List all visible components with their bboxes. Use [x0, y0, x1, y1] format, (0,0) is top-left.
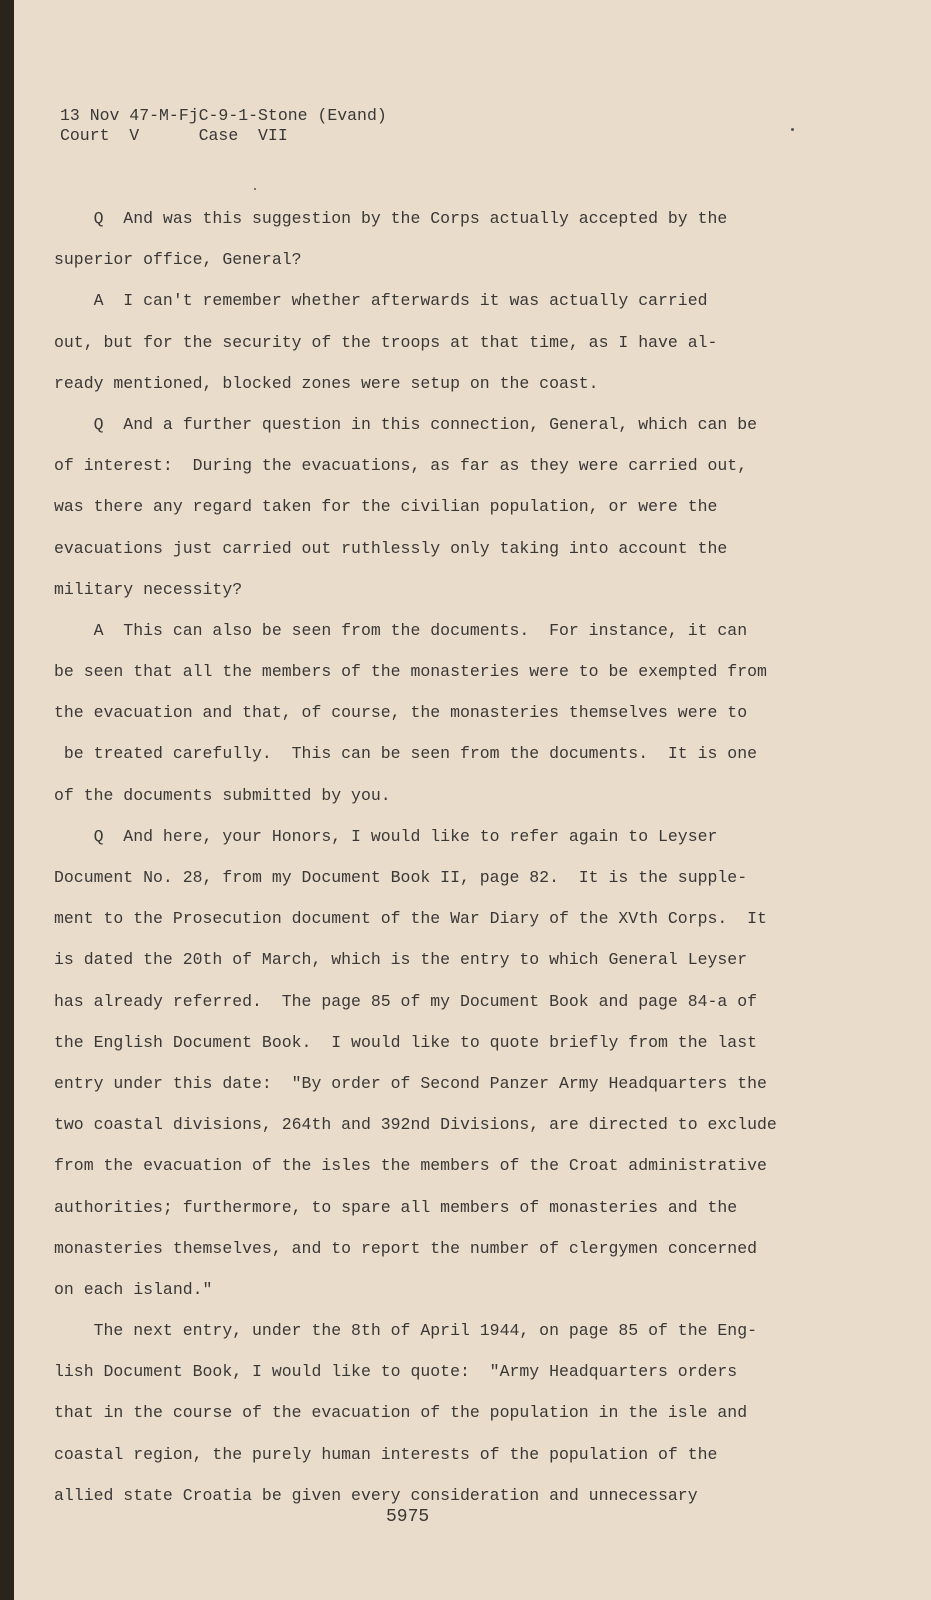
text-line: out, but for the security of the troops at that time, as I have al- — [54, 332, 718, 352]
header-line-2: Court V Case VII — [60, 126, 288, 145]
text-line: the evacuation and that, of course, the monasteries themselves were to — [54, 703, 748, 723]
text-line: from the evacuation of the isles the members of the Croat administrative — [54, 1156, 767, 1176]
text-line: Q And was this suggestion by the Corps actually accepted by the — [54, 209, 728, 228]
text-line: of interest: During the evacuations, as far as they were carried out, — [54, 456, 748, 476]
text-line: evacuations just carried out ruthlessly only taking into account the — [54, 538, 728, 558]
text-line: Q And a further question in this connection, General, which can be — [54, 414, 758, 434]
document-header — [60, 106, 387, 146]
text-line: monasteries themselves, and to report the number of clergymen concerned — [54, 1238, 758, 1258]
text-line: Q And here, your Honors, I would like to refer again to Leyser — [54, 826, 718, 846]
text-line: authorities; furthermore, to spare all members of monasteries and the — [54, 1197, 738, 1217]
text-line: ment to the Prosecution document of the War Diary of the XVth Corps. It — [54, 909, 767, 929]
text-line: lish Document Book, I would like to quote: "Army Headquarters orders — [54, 1362, 738, 1382]
text-line: the English Document Book. I would like to quote briefly from the last — [54, 1032, 758, 1052]
text-line: be treated carefully. This can be seen from the documents. It is one — [54, 744, 758, 764]
text-line: military necessity? — [54, 579, 243, 599]
transcript-body — [54, 198, 814, 1516]
text-line: superior office, General? — [54, 250, 302, 270]
text-line: be seen that all the members of the monasteries were to be exempted from — [54, 662, 767, 682]
text-line: coastal region, the purely human interests of the population of the — [54, 1444, 718, 1464]
ink-speck — [791, 128, 794, 131]
text-line: on each island." — [54, 1279, 213, 1299]
text-line: allied state Croatia be given every consideration and unnecessary — [54, 1485, 698, 1505]
page-number: 5975 — [386, 1507, 430, 1527]
text-line: Document No. 28, from my Document Book II, page 82. It is the supple- — [54, 868, 748, 887]
text-line: two coastal divisions, 264th and 392nd Divisions, are directed to exclude — [54, 1115, 777, 1135]
header-line-1: 13 Nov 47-M-FjC-9-1-Stone (Evand) — [60, 106, 387, 125]
text-line: entry under this date: "By order of Second Panzer Army Headquarters the — [54, 1073, 767, 1093]
text-line: ready mentioned, blocked zones were setup on the coast. — [54, 373, 599, 393]
text-line: A This can also be seen from the documents. For instance, it can — [54, 620, 748, 640]
text-line: The next entry, under the 8th of April 1944, on page 85 of the Eng- — [54, 1321, 758, 1341]
text-line: is dated the 20th of March, which is the entry to which General Leyser — [54, 950, 748, 970]
text-line: of the documents submitted by you. — [54, 785, 391, 805]
text-line: has already referred. The page 85 of my Document Book and page 84-a of — [54, 991, 758, 1011]
text-line: that in the course of the evacuation of the population in the isle and — [54, 1403, 748, 1423]
text-line: was there any regard taken for the civilian population, or were the — [54, 497, 718, 517]
ink-speck — [254, 188, 256, 190]
text-line: A I can't remember whether afterwards it was actually carried — [54, 291, 708, 311]
